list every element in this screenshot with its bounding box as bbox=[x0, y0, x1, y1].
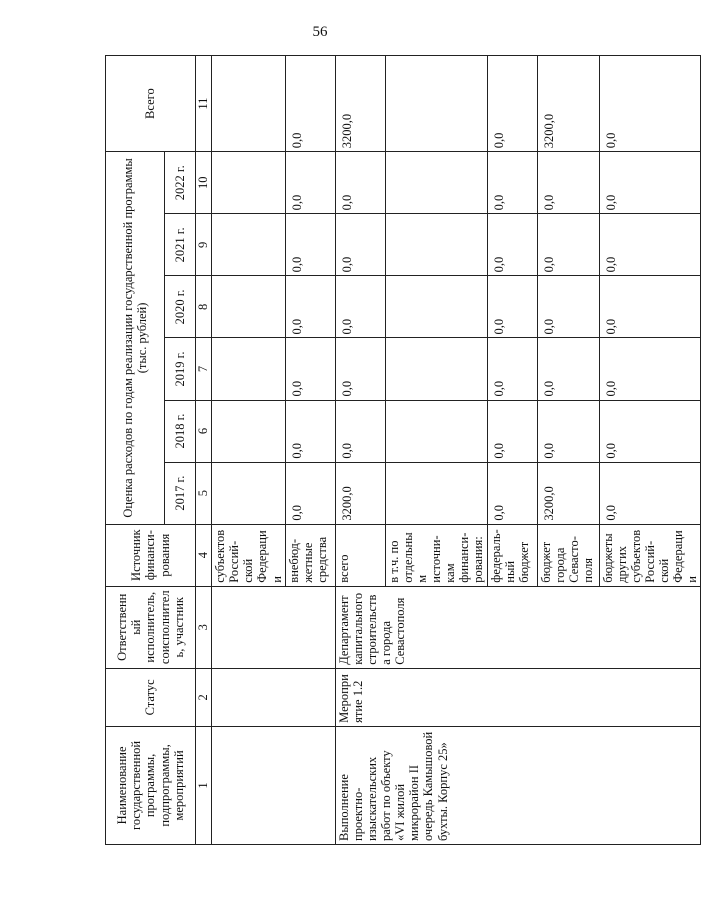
year-value: 0,0 bbox=[487, 338, 537, 400]
year-value: 0,0 bbox=[335, 276, 385, 338]
header-year-2017: 2017 г. bbox=[165, 462, 196, 524]
year-value bbox=[212, 276, 286, 338]
header-year-2022: 2022 г. bbox=[165, 152, 196, 214]
year-value: 0,0 bbox=[285, 400, 335, 462]
year-value bbox=[385, 400, 487, 462]
year-value: 0,0 bbox=[537, 276, 599, 338]
year-value bbox=[212, 462, 286, 524]
page-number: 56 bbox=[312, 24, 328, 40]
column-index: 10 bbox=[196, 152, 212, 214]
year-value: 0,0 bbox=[285, 152, 335, 214]
year-value: 0,0 bbox=[285, 214, 335, 276]
funding-source: бюджет города Севасто-поля bbox=[537, 524, 599, 586]
column-index: 2 bbox=[196, 668, 212, 726]
year-value: 0,0 bbox=[599, 214, 701, 276]
year-value: 0,0 bbox=[537, 400, 599, 462]
year-value: 0,0 bbox=[285, 462, 335, 524]
column-index: 5 bbox=[196, 462, 212, 524]
table-row bbox=[335, 56, 385, 845]
year-value bbox=[212, 338, 286, 400]
header-estimate-group: Оценка расходов по годам реализации государственной программы (тыс. рублей) bbox=[106, 152, 165, 524]
funding-source: всего bbox=[335, 524, 385, 586]
expenditure-table bbox=[105, 55, 701, 845]
year-value bbox=[385, 152, 487, 214]
total-value bbox=[385, 56, 487, 152]
header-year-2020: 2020 г. bbox=[165, 276, 196, 338]
header-total: Всего bbox=[106, 56, 196, 152]
header-year-2018: 2018 г. bbox=[165, 400, 196, 462]
year-value: 0,0 bbox=[487, 400, 537, 462]
column-index: 7 bbox=[196, 338, 212, 400]
year-value bbox=[212, 152, 286, 214]
funding-source: внебюд-жетные средства bbox=[285, 524, 335, 586]
year-value bbox=[385, 276, 487, 338]
name-cell-empty bbox=[212, 726, 336, 844]
status-cell-empty bbox=[212, 668, 336, 726]
year-value: 0,0 bbox=[537, 338, 599, 400]
column-index: 1 bbox=[196, 726, 212, 844]
funding-source: в т.ч. по отдельным источни-кам финанси-рования: bbox=[385, 524, 487, 586]
table-row bbox=[212, 56, 286, 845]
header-source: Источник финанси-рования bbox=[106, 524, 196, 586]
year-value bbox=[212, 400, 286, 462]
year-value: 3200,0 bbox=[335, 462, 385, 524]
funding-source: бюджеты других субъектов Россий-ской Федерации bbox=[599, 524, 701, 586]
year-value: 0,0 bbox=[335, 214, 385, 276]
total-value bbox=[212, 56, 286, 152]
year-value: 0,0 bbox=[537, 214, 599, 276]
year-value: 0,0 bbox=[285, 276, 335, 338]
funding-source: субъектов Россий-ской Федерации bbox=[212, 524, 286, 586]
year-value bbox=[212, 214, 286, 276]
column-index: 4 bbox=[196, 524, 212, 586]
year-value: 0,0 bbox=[599, 338, 701, 400]
year-value: 0,0 bbox=[599, 152, 701, 214]
year-value bbox=[385, 214, 487, 276]
measure-responsible: Департамент капитального строительства города Севастополя bbox=[335, 586, 701, 668]
year-value: 0,0 bbox=[487, 276, 537, 338]
table-rotated-container bbox=[105, 55, 700, 845]
column-index: 8 bbox=[196, 276, 212, 338]
year-value: 0,0 bbox=[285, 338, 335, 400]
column-index: 6 bbox=[196, 400, 212, 462]
year-value: 0,0 bbox=[537, 152, 599, 214]
year-value: 0,0 bbox=[599, 462, 701, 524]
measure-status: Мероприятие 1.2 bbox=[335, 668, 701, 726]
total-value: 3200,0 bbox=[537, 56, 599, 152]
column-index: 9 bbox=[196, 214, 212, 276]
column-index-row bbox=[196, 56, 212, 845]
year-value: 0,0 bbox=[335, 400, 385, 462]
table-sheet bbox=[105, 55, 700, 845]
year-value: 0,0 bbox=[487, 462, 537, 524]
header-year-2019: 2019 г. bbox=[165, 338, 196, 400]
header-status: Статус bbox=[106, 668, 196, 726]
year-value: 0,0 bbox=[487, 214, 537, 276]
funding-source: федераль-ный бюджет bbox=[487, 524, 537, 586]
year-value: 0,0 bbox=[599, 276, 701, 338]
column-index: 11 bbox=[196, 56, 212, 152]
total-value: 0,0 bbox=[599, 56, 701, 152]
measure-name: Выполнение проектно-изыскательских работ по объекту «VI жилой микрорайон II очередь Камышовой бухты. Корпус 25» bbox=[335, 726, 701, 844]
total-value: 0,0 bbox=[487, 56, 537, 152]
header-year-2021: 2021 г. bbox=[165, 214, 196, 276]
year-value: 0,0 bbox=[487, 152, 537, 214]
year-value: 0,0 bbox=[335, 152, 385, 214]
year-value: 3200,0 bbox=[537, 462, 599, 524]
total-value: 3200,0 bbox=[335, 56, 385, 152]
year-value: 0,0 bbox=[335, 338, 385, 400]
header-name: Наименование государственной программы, подпрограммы, мероприятий bbox=[106, 726, 196, 844]
column-index: 3 bbox=[196, 586, 212, 668]
year-value bbox=[385, 462, 487, 524]
year-value bbox=[385, 338, 487, 400]
total-value: 0,0 bbox=[285, 56, 335, 152]
header-responsible: Ответственный исполнитель, соисполнитель, участник bbox=[106, 586, 196, 668]
responsible-cell-empty bbox=[212, 586, 336, 668]
year-value: 0,0 bbox=[599, 400, 701, 462]
